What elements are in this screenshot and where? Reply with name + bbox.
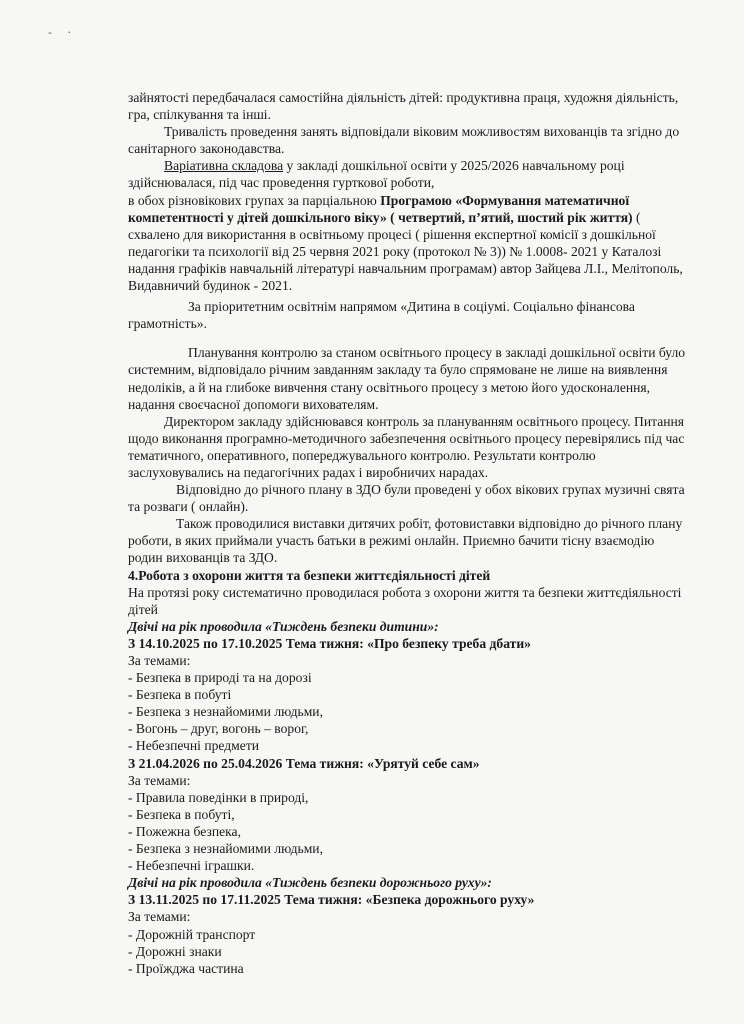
week-road-safety-heading: Двічі на рік проводила «Тиждень безпеки дорожнього руху»: bbox=[128, 875, 492, 891]
topic-item: - Безпека в побуті, bbox=[128, 806, 235, 822]
document-body bbox=[128, 89, 688, 977]
para-control: Директором закладу здійснювався контроль за плануванням освітнього процесу. Питання щодо виконання програмно-методичного забезпечення освітнього процесу перевірялись під час тематичного, оперативного, попереджувального контролю. Результати контролю заслуховувались на педагогічних радах і виробничих нарадах. bbox=[128, 413, 685, 480]
topic-item: - Дорожні знаки bbox=[128, 943, 222, 959]
para-program-groups: в обох різновікових групах за парціальною Програмою «Формування математичної компетентності у дітей дошкільного віку» ( четвертий, п’ятий, шостий рік життя) ( схвалено для використання в освітньому процесі ( рішення експертної комісії з дошкільної педагогіки та психології від 25 червня 2021 року (протокол № 3)) № 1.0008- 2021 у Каталозі надання графіків навчальній літературі навчальним програмам) автор Зайцева Л.І., Мелітополь, Видавничий будинок - 2021. bbox=[128, 192, 683, 294]
para-variative: Варіативна складова у закладі дошкільної освіти у 2025/2026 навчальному році здійснювалася, під час проведення гурткової роботи, bbox=[128, 158, 625, 191]
para-planning: Планування контролю за станом освітнього процесу в закладі дошкільної освіти було системним, відповідало річним завданням закладу та було спрямоване не лише на виявлення недоліків, а й на глибоке вивчення стану освітнього процесу з метою його удосконалення, надання своєчасної допомоги вихователям. bbox=[128, 345, 686, 412]
week-safety-child-heading: Двічі на рік проводила «Тиждень безпеки дитини»: bbox=[128, 618, 439, 634]
variative-term: Варіативна складова bbox=[164, 158, 284, 174]
topic-item: - Безпека з незнайомими людьми, bbox=[128, 704, 323, 720]
section-heading: 4.Робота з охорони життя та безпеки життєдіяльності дітей bbox=[128, 567, 491, 583]
topic-item: - Безпека в побуті bbox=[128, 687, 232, 703]
para-duration: Тривалість проведення занять відповідали віковим можливостям вихованців та згідно до санітарного законодавства. bbox=[128, 124, 680, 157]
week-period-3: З 13.11.2025 по 17.11.2025 Тема тижня: «Безпека дорожнього руху» bbox=[128, 892, 535, 908]
topic-item: - Вогонь – друг, вогонь – ворог, bbox=[128, 721, 309, 737]
section-intro: На протязі року систематично проводилася робота з охорони життя та безпеки життєдіяльності дітей bbox=[128, 584, 682, 617]
topic-item: - Небезпечні предмети bbox=[128, 738, 260, 754]
week-period-1: З 14.10.2025 по 17.10.2025 Тема тижня: «Про безпеку треба дбати» bbox=[128, 635, 531, 651]
para-directions: За пріоритетним освітнім напрямом «Дитина в соціумі. Соціально фінансова грамотність». bbox=[128, 299, 635, 332]
topics-label-1: За темами: bbox=[128, 653, 191, 668]
topic-item: - Небезпечні іграшки. bbox=[128, 858, 255, 874]
topic-item: - Проїжджа частина bbox=[128, 960, 244, 976]
scan-corner-mark: - · bbox=[48, 26, 77, 39]
program-title: Програмою «Формування математичної компетентності у дітей дошкільного віку» ( четвертий, п’ятий, шостий рік життя) bbox=[128, 192, 633, 225]
para-holidays: Відповідно до річного плану в ЗДО були проведені у обох вікових групах музичні свята та розваги ( онлайн). bbox=[128, 482, 685, 515]
topic-item: - Пожежна безпека, bbox=[128, 823, 241, 839]
topic-item: - Дорожній транспорт bbox=[128, 926, 256, 942]
topics-label-2: За темами: bbox=[128, 772, 191, 788]
topic-item: - Безпека в природі та на дорозі bbox=[128, 670, 312, 686]
week-period-2: З 21.04.2026 по 25.04.2026 Тема тижня: «Урятуй себе сам» bbox=[128, 755, 480, 771]
topic-item: - Правила поведінки в природі, bbox=[128, 789, 309, 805]
topics-label-3: За темами: bbox=[128, 909, 191, 925]
para-activity: зайнятості передбачалася самостійна діяльність дітей: продуктивна праця, художня діяльність, гра, спілкування та інші. bbox=[128, 90, 679, 123]
topic-item: - Безпека з незнайомими людьми, bbox=[128, 841, 323, 857]
para-exhibitions: Також проводилися виставки дитячих робіт, фотовиставки відповідно до річного плану роботи, в яких приймали участь батьки в режимі онлайн. Приємно бачити тісну взаємодію родин вихованців та ЗДО. bbox=[128, 516, 683, 566]
